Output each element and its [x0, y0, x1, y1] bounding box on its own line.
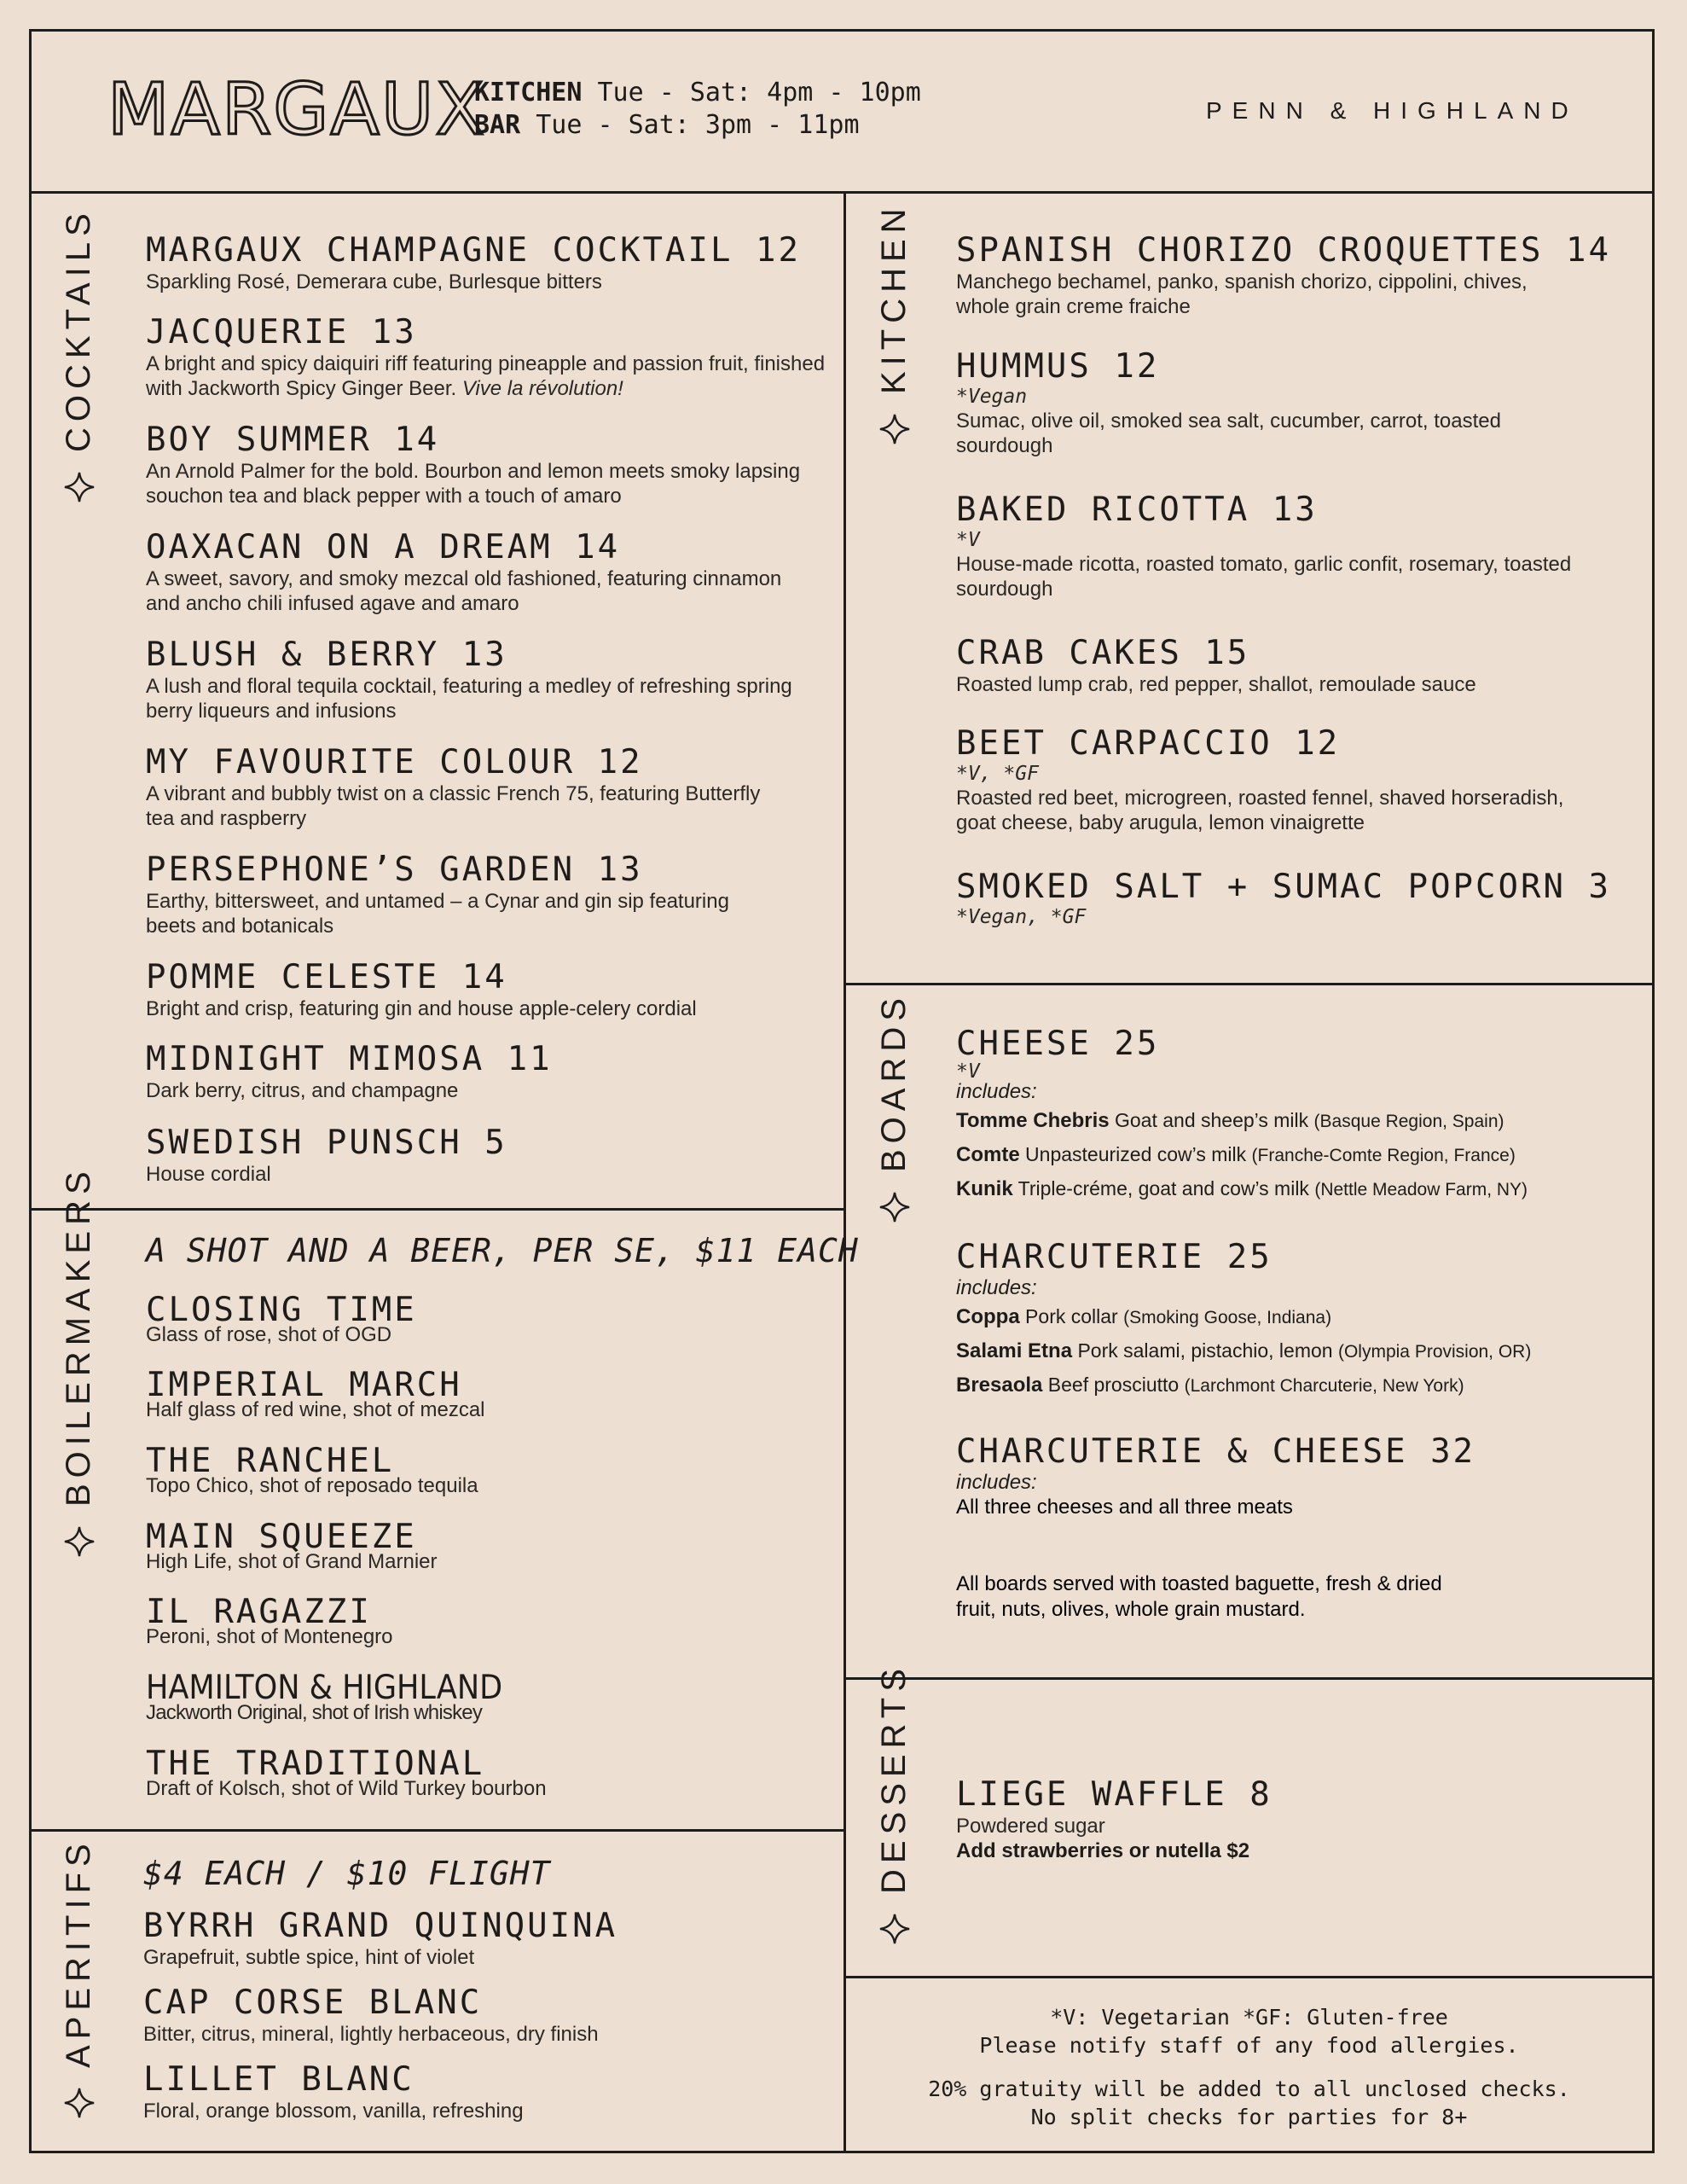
boilermakers-label: BOILERMAKERS: [60, 1165, 97, 1507]
cocktails-section-label: [60, 207, 98, 503]
item-name: MIDNIGHT MIMOSA 11: [146, 1040, 553, 1078]
row-text: Beef prosciutto: [1042, 1374, 1185, 1396]
row-name: Coppa: [956, 1305, 1020, 1328]
item-name: THE TRADITIONAL: [146, 1745, 485, 1783]
row-name: Salami Etna: [956, 1339, 1073, 1362]
item-diet-note: *Vegan: [956, 386, 1028, 408]
item-name: THE RANCHEL: [146, 1442, 395, 1480]
row-origin: (Larchmont Charcuterie, New York): [1184, 1376, 1464, 1396]
item-name: BYRRH GRAND QUINQUINA: [143, 1907, 618, 1945]
item-description: Manchego bechamel, panko, spanish chorizo, cippolini, chives, whole grain creme fraiche: [956, 270, 1528, 318]
aperitifs-section-label: [60, 1838, 98, 2119]
item-description: Floral, orange blossom, vanilla, refreshing: [143, 2100, 524, 2123]
item-name: CAP CORSE BLANC: [143, 1984, 483, 2022]
sparkle-icon: [63, 1525, 96, 1559]
cocktails-label: COCKTAILS: [60, 207, 97, 452]
item-name: IMPERIAL MARCH: [146, 1366, 462, 1404]
item-name: CHEESE 25: [956, 1025, 1160, 1063]
bar-hours-label: BAR: [474, 110, 521, 140]
cocktail-item: [146, 314, 837, 401]
footer-notes: [846, 2003, 1652, 2131]
column-divider: [844, 191, 846, 2153]
aperitif-item: [143, 2061, 524, 2123]
item-description: High Life, shot of Grand Marnier: [146, 1550, 438, 1573]
sparkle-icon: [878, 1190, 911, 1224]
row-name: Tomme Chebris: [956, 1109, 1110, 1132]
board-row: [956, 1300, 1638, 1334]
row-text: Unpasteurized cow’s milk: [1019, 1143, 1252, 1165]
cocktail-item: [146, 744, 777, 831]
item-description-text: A bright and spicy daiquiri riff featuring pineapple and passion fruit, finished with Jackworth Spicy Ginger Beer.: [146, 352, 826, 400]
item-name: CLOSING TIME: [146, 1291, 417, 1329]
board-row: [956, 1368, 1638, 1403]
item-description: Bitter, citrus, mineral, lightly herbaceous, dry finish: [143, 2023, 599, 2046]
board-row: [956, 1104, 1638, 1138]
kitchen-item: [956, 348, 1545, 458]
item-description: Peroni, shot of Montenegro: [146, 1625, 393, 1648]
item-name: OAXACAN ON A DREAM 14: [146, 528, 621, 566]
boilermaker-item: [146, 1594, 393, 1649]
cocktail-item: [146, 421, 820, 508]
item-description: [146, 351, 837, 401]
boilermaker-item: [146, 1292, 417, 1347]
kitchen-hours: Tue - Sat: 4pm - 10pm: [597, 78, 921, 107]
includes-label: includes:: [956, 1080, 1037, 1103]
item-description: House cordial: [146, 1163, 271, 1186]
item-description: An Arnold Palmer for the bold. Bourbon and lemon meets smoky lapsing souchon tea and black pepper with a touch of amaro: [146, 460, 801, 508]
item-name: BEET CARPACCIO 12: [956, 724, 1341, 763]
aperitifs-subhead: $4 EACH / $10 FLIGHT: [143, 1855, 551, 1892]
includes-label: includes:: [956, 1276, 1037, 1299]
item-description: A lush and floral tequila cocktail, featuring a medley of refreshing spring berry liqueurs and infusions: [146, 675, 792, 723]
boilermaker-item: [146, 1443, 478, 1498]
row-origin: (Smoking Goose, Indiana): [1123, 1308, 1332, 1327]
item-diet-note: *V, *GF: [956, 763, 1039, 785]
kitchen-item: [956, 725, 1587, 835]
row-origin: (Nettle Meadow Farm, NY): [1314, 1180, 1528, 1199]
boards-label: BOARDS: [875, 992, 913, 1172]
item-description: A vibrant and bubbly twist on a classic French 75, featuring Butterfly tea and raspberry: [146, 782, 761, 830]
kitchen-divider: [844, 983, 1655, 985]
item-description: Glass of rose, shot of OGD: [146, 1323, 392, 1346]
kitchen-label: KITCHEN: [875, 202, 913, 394]
boilermakers-divider: [29, 1829, 844, 1832]
kitchen-item: [956, 868, 1638, 929]
item-name: MY FAVOURITE COLOUR 12: [146, 743, 643, 781]
item-name: MARGAUX CHAMPAGNE COCKTAIL 12: [146, 231, 801, 270]
kitchen-item: [956, 635, 1604, 697]
boilermakers-subhead-wrap: [146, 1232, 859, 1269]
item-name: SPANISH CHORIZO CROQUETTES 14: [956, 231, 1611, 270]
item-name: CRAB CAKES 15: [956, 634, 1250, 672]
kitchen-hours-label: KITCHEN: [474, 78, 583, 107]
item-name: IL RAGAZZI: [146, 1593, 372, 1631]
boilermakers-section-label: [60, 1165, 98, 1558]
item-description: Sparkling Rosé, Demerara cube, Burlesque bitters: [146, 270, 602, 293]
item-name: LILLET BLANC: [143, 2060, 415, 2099]
includes-label: includes:: [956, 1471, 1037, 1494]
item-diet-note: *V: [956, 1060, 980, 1083]
sparkle-icon: [63, 2086, 96, 2120]
item-description: Roasted red beet, microgreen, roasted fennel, shaved horseradish, goat cheese, baby arugula, lemon vinaigrette: [956, 787, 1564, 834]
aperitif-item: [143, 1984, 599, 2047]
item-description: Powdered sugar: [956, 1815, 1105, 1838]
aperitif-item: [143, 1908, 617, 1970]
boards-divider: [844, 1677, 1655, 1680]
item-description: Draft of Kolsch, shot of Wild Turkey bourbon: [146, 1777, 547, 1800]
boilermaker-item: [146, 1519, 438, 1574]
item-name: BAKED RICOTTA 13: [956, 491, 1318, 529]
item-diet-note: *V: [956, 529, 980, 551]
row-name: Comte: [956, 1143, 1020, 1166]
item-name: CHARCUTERIE & CHEESE 32: [956, 1432, 1476, 1471]
item-name: CHARCUTERIE 25: [956, 1238, 1272, 1276]
row-text: Pork collar: [1019, 1305, 1124, 1327]
board-row: [956, 1138, 1638, 1172]
kitchen-section-label: [875, 202, 913, 445]
boilermakers-subhead: A SHOT AND A BEER, PER SE, $11 EACH: [146, 1232, 859, 1269]
cocktail-item: [146, 529, 794, 616]
row-text: Triple-créme, goat and cow’s milk: [1012, 1177, 1315, 1199]
item-description: A sweet, savory, and smoky mezcal old fashioned, featuring cinnamon and ancho chili infused agave and amaro: [146, 567, 782, 615]
served-text: All boards served with toasted baguette, fresh & dried fruit, nuts, olives, whole grain mustard.: [956, 1572, 1442, 1621]
cocktail-item: [146, 959, 828, 1021]
item-description: Bright and crisp, featuring gin and house apple-celery cordial: [146, 997, 697, 1020]
item-name: LIEGE WAFFLE 8: [956, 1775, 1272, 1814]
row-origin: (Franche-Comte Region, France): [1251, 1146, 1516, 1165]
item-name: SWEDISH PUNSCH 5: [146, 1124, 507, 1162]
sparkle-icon: [63, 470, 96, 504]
sparkle-icon: [878, 412, 911, 446]
desserts-divider: [844, 1976, 1655, 1978]
item-description: Earthy, bittersweet, and untamed – a Cynar and gin sip featuring beets and botanicals: [146, 890, 729, 938]
location: PENN & HIGHLAND: [1206, 97, 1579, 124]
item-name: POMME CELESTE 14: [146, 958, 507, 996]
combo-text: All three cheeses and all three meats: [956, 1496, 1293, 1519]
dessert-add-on: Add strawberries or nutella $2: [956, 1839, 1250, 1862]
item-name: PERSEPHONE’S GARDEN 13: [146, 851, 643, 889]
boards-section-label: [875, 992, 913, 1223]
item-diet-note: *Vegan, *GF: [956, 906, 1087, 928]
boilermaker-item: [146, 1670, 502, 1725]
item-description: Roasted lump crab, red pepper, shallot, remoulade sauce: [956, 673, 1476, 696]
item-description: Topo Chico, shot of reposado tequila: [146, 1474, 478, 1497]
sparkle-icon: [878, 1912, 911, 1946]
boards-served-note: [956, 1571, 1468, 1623]
item-description: Sumac, olive oil, smoked sea salt, cucumber, carrot, toasted sourdough: [956, 410, 1501, 457]
logo: MARGAUX: [107, 67, 486, 151]
item-name: MAIN SQUEEZE: [146, 1518, 417, 1556]
cocktail-item: [146, 1041, 828, 1103]
footer-allergy: Please notify staff of any food allergies.: [979, 2033, 1519, 2058]
hours: [474, 77, 921, 142]
desserts-section-label: [875, 1663, 913, 1945]
item-name: BLUSH & BERRY 13: [146, 636, 507, 674]
item-name: JACQUERIE 13: [146, 313, 417, 351]
footer-gratuity: 20% gratuity will be added to all unclosed checks.: [928, 2077, 1570, 2101]
item-description: Grapefruit, subtle spice, hint of violet: [143, 1946, 475, 1969]
boilermaker-item: [146, 1745, 547, 1801]
header-divider: [29, 191, 1655, 194]
boilermaker-item: [146, 1367, 485, 1422]
item-description: Jackworth Original, shot of Irish whiskey: [146, 1701, 483, 1724]
aperitifs-label: APERITIFS: [60, 1838, 97, 2068]
cheese-board: [956, 1025, 1638, 1206]
row-name: Bresaola: [956, 1374, 1043, 1397]
board-row: [956, 1172, 1638, 1206]
item-name: HAMILTON & HIGHLAND: [146, 1669, 503, 1707]
board-row: [956, 1334, 1638, 1368]
cocktail-item: [146, 1124, 828, 1187]
kitchen-item: [956, 231, 1611, 319]
item-description: Half glass of red wine, shot of mezcal: [146, 1398, 485, 1421]
bar-hours: Tue - Sat: 3pm - 11pm: [536, 110, 860, 140]
desserts-label: DESSERTS: [875, 1663, 913, 1894]
cocktail-item: [146, 636, 811, 723]
row-text: Pork salami, pistachio, lemon: [1072, 1339, 1338, 1362]
item-name: BOY SUMMER 14: [146, 421, 440, 459]
combo-board: [956, 1433, 1638, 1520]
cocktail-item: [146, 232, 828, 294]
item-name: HUMMUS 12: [956, 347, 1160, 386]
row-text: Goat and sheep’s milk: [1109, 1109, 1314, 1131]
cocktails-divider: [29, 1208, 844, 1211]
cocktail-item: [146, 851, 743, 938]
row-origin: (Basque Region, Spain): [1313, 1112, 1504, 1131]
kitchen-item: [956, 491, 1579, 601]
footer-split: No split checks for parties for 8+: [1030, 2105, 1468, 2129]
row-origin: (Olympia Provision, OR): [1337, 1342, 1532, 1362]
footer-legend: *V: Vegetarian *GF: Gluten-free: [1050, 2005, 1448, 2030]
item-description-italic: Vive la révolution!: [461, 377, 623, 400]
charcuterie-board: [956, 1239, 1638, 1403]
dessert-item: [956, 1776, 1604, 1864]
row-name: Kunik: [956, 1177, 1013, 1200]
item-name: SMOKED SALT + SUMAC POPCORN 3: [956, 868, 1611, 906]
item-description: House-made ricotta, roasted tomato, garlic confit, rosemary, toasted sourdough: [956, 553, 1572, 601]
item-description: Dark berry, citrus, and champagne: [146, 1079, 459, 1102]
aperitifs-subhead-wrap: [143, 1855, 551, 1892]
